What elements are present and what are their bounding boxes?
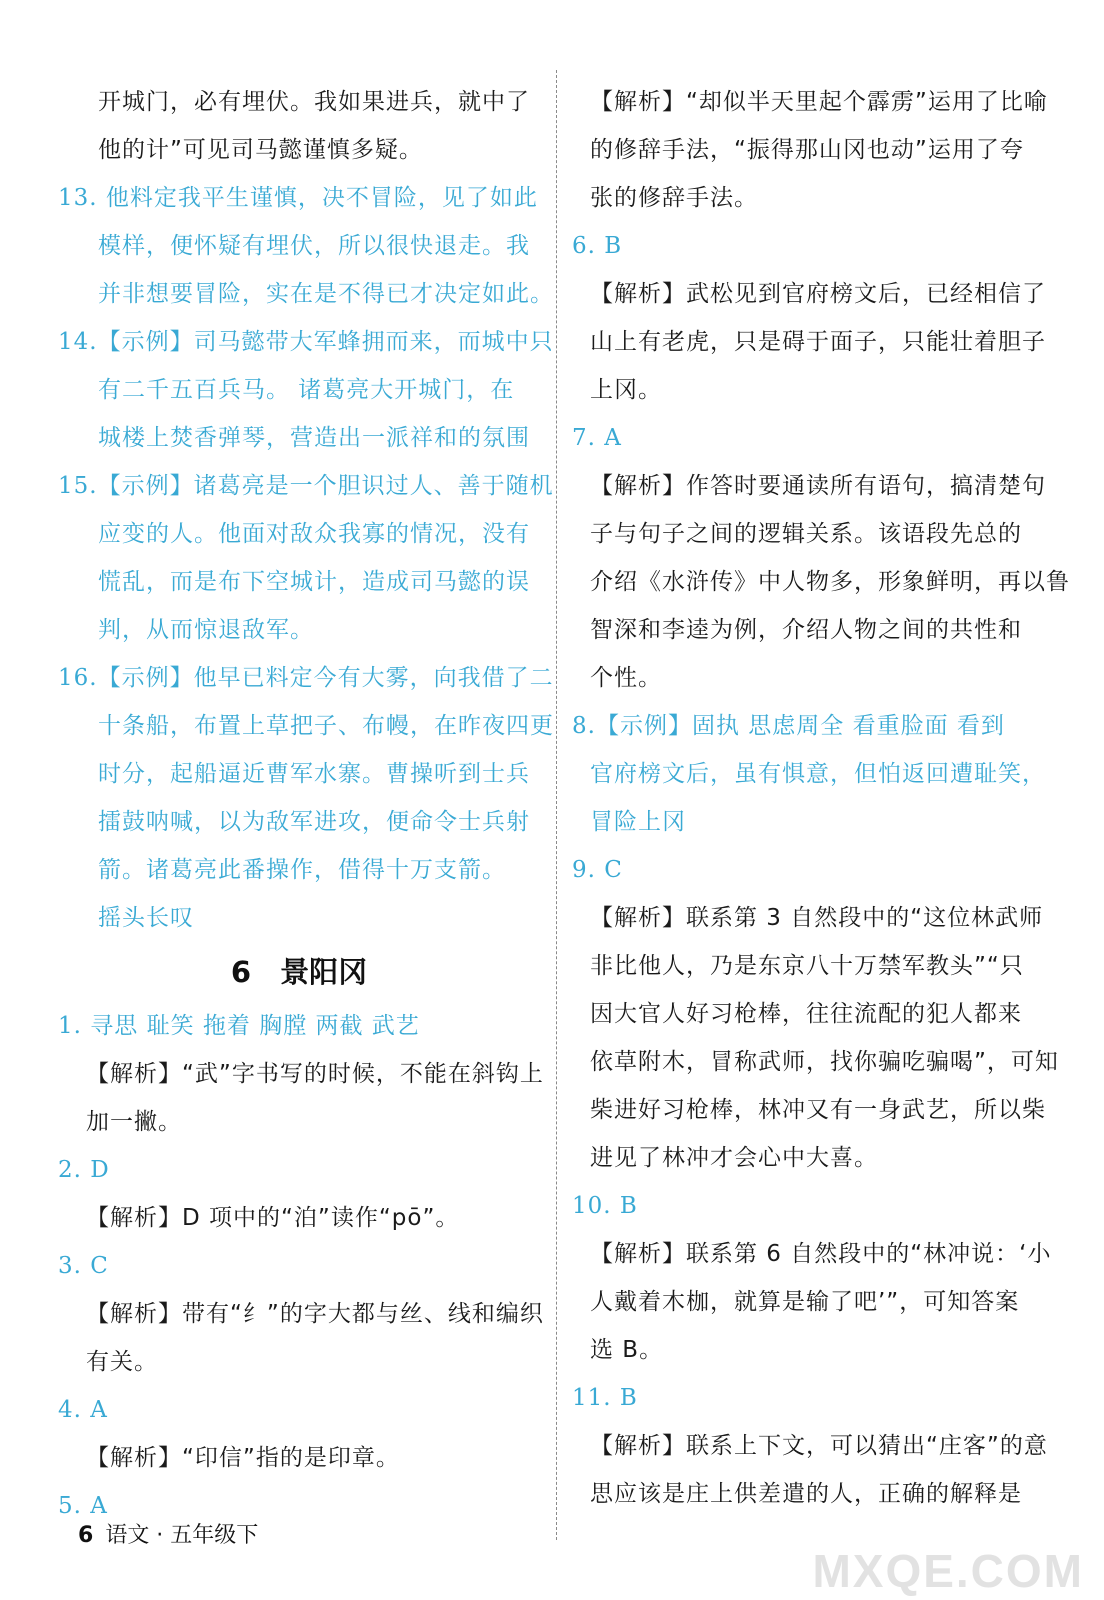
text-line: 【解析】联系上下文，可以猜出“庄客”的意 <box>590 1433 1048 1459</box>
text-line: 【解析】作答时要通读所有语句，搞清楚句 <box>590 473 1046 499</box>
analysis-block <box>572 462 1070 702</box>
left-column <box>58 78 554 1530</box>
answer-block <box>572 1182 1044 1230</box>
answer-block <box>572 846 1044 894</box>
text-line: 5. A <box>58 1493 108 1519</box>
text-line: 子与句子之间的逻辑关系。该语段先总的 <box>590 521 1022 547</box>
text-line: 14.【示例】司马懿带大军蜂拥而来，而城中只 <box>58 329 554 355</box>
text-line: 16.【示例】他早已料定今有大雾，向我借了二 <box>58 665 554 691</box>
analysis-block <box>58 78 540 174</box>
text-line: 并非想要冒险，实在是不得已才决定如此。 <box>98 281 554 307</box>
text-line: 个性。 <box>590 665 662 691</box>
text-line: 慌乱，而是布下空城计，造成司马懿的误 <box>98 569 530 595</box>
text-line: 箭。诸葛亮此番操作，借得十万支箭。 <box>98 857 506 883</box>
text-line: 13. 他料定我平生谨慎，决不冒险，见了如此 <box>58 185 538 211</box>
text-line: 官府榜文后，虽有惧意，但怕返回遭耻笑， <box>590 761 1046 787</box>
text-line: 城楼上焚香弹琴，营造出一派祥和的氛围 <box>98 425 530 451</box>
lesson-title <box>58 942 540 1002</box>
text-line: 9. C <box>572 857 623 883</box>
text-line: 模样，便怀疑有埋伏，所以很快退走。我 <box>98 233 530 259</box>
text-line: 【解析】联系第 3 自然段中的“这位林武师 <box>590 905 1044 931</box>
text-line: 加一撇。 <box>86 1109 182 1135</box>
page-footer <box>78 1518 258 1549</box>
text-line: 15.【示例】诸葛亮是一个胆识过人、善于随机 <box>58 473 554 499</box>
answer-block <box>58 1386 540 1434</box>
column-divider <box>556 70 557 1540</box>
text-line: 3. C <box>58 1253 109 1279</box>
text-line: 【解析】联系第 6 自然段中的“林冲说：‘小 <box>590 1241 1052 1267</box>
text-line: 10. B <box>572 1193 638 1219</box>
text-line: 智深和李逵为例，介绍人物之间的共性和 <box>590 617 1022 643</box>
page-number: 6 <box>78 1523 94 1548</box>
text-line: 人戴着木枷，就算是输了吧’”，可知答案 <box>590 1289 1020 1315</box>
answer-block <box>572 222 1044 270</box>
subject-label: 语文 · 五年级下 <box>105 1523 259 1548</box>
text-line: 【解析】D 项中的“泊”读作“pō”。 <box>86 1205 460 1231</box>
analysis-block <box>572 894 1059 1182</box>
answer-block <box>58 462 554 654</box>
text-line: 【解析】“却似半天里起个霹雳”运用了比喻 <box>590 89 1048 115</box>
text-line: 十条船，布置上草把子、布幔，在昨夜四更 <box>98 713 554 739</box>
text-line: 【解析】带有“纟”的字大都与丝、线和编织 <box>86 1301 544 1327</box>
watermark: MXQE.COM <box>812 1545 1084 1597</box>
text-line: 他的计”可见司马懿谨慎多疑。 <box>98 137 423 163</box>
text-line: 因大官人好习枪棒，往往流配的犯人都来 <box>590 1001 1022 1027</box>
analysis-block <box>58 1194 540 1242</box>
text-line: 【解析】武松见到官府榜文后，已经相信了 <box>590 281 1046 307</box>
text-line: 山上有老虎，只是碍于面子，只能壮着胆子 <box>590 329 1046 355</box>
text-line: 1. 寻思 耻笑 拖着 胸膛 两截 武艺 <box>58 1013 420 1039</box>
text-line: 【解析】“武”字书写的时候，不能在斜钩上 <box>86 1061 544 1087</box>
answer-block <box>58 1242 540 1290</box>
text-line: 思应该是庄上供差遣的人，正确的解释是 <box>590 1481 1022 1507</box>
text-line: 2. D <box>58 1157 110 1183</box>
text-line: 柴进好习枪棒，林冲又有一身武艺，所以柴 <box>590 1097 1046 1123</box>
analysis-block <box>572 1422 1048 1518</box>
text-line: 的修辞手法，“振得那山冈也动”运用了夸 <box>590 137 1024 163</box>
text-line: 判，从而惊退敌军。 <box>98 617 314 643</box>
text-line: 选 B。 <box>590 1337 664 1363</box>
analysis-block <box>58 1434 540 1482</box>
text-line: 依草附木，冒称武师，找你骗吃骗喝”，可知 <box>590 1049 1059 1075</box>
analysis-block <box>58 1290 544 1386</box>
text-line: 有二千五百兵马。 诸葛亮大开城门，在 <box>98 377 515 403</box>
lesson-title-text: 6 景阳冈 <box>230 955 368 989</box>
analysis-block <box>572 270 1044 414</box>
text-line: 8.【示例】固执 思虑周全 看重脸面 看到 <box>572 713 1005 739</box>
text-line: 非比他人，乃是东京八十万禁军教头”“只 <box>590 953 1024 979</box>
text-line: 应变的人。他面对敌众我寡的情况，没有 <box>98 521 530 547</box>
text-line: 6. B <box>572 233 623 259</box>
text-line: 张的修辞手法。 <box>590 185 758 211</box>
text-line: 有关。 <box>86 1349 158 1375</box>
answer-block <box>572 414 1044 462</box>
text-line: 摇头长叹 <box>98 905 194 931</box>
right-column <box>572 78 1070 1518</box>
text-line: 介绍《水浒传》中人物多，形象鲜明，再以鲁 <box>590 569 1070 595</box>
answer-block <box>572 702 1044 846</box>
text-line: 11. B <box>572 1385 638 1411</box>
text-line: 冒险上冈 <box>590 809 686 835</box>
text-line: 7. A <box>572 425 622 451</box>
analysis-block <box>572 78 1048 222</box>
text-line: 开城门，必有埋伏。我如果进兵，就中了 <box>98 89 530 115</box>
answer-block <box>58 654 554 942</box>
text-line: 上冈。 <box>590 377 662 403</box>
answer-block <box>572 1374 1044 1422</box>
answer-block <box>58 174 554 318</box>
text-line: 【解析】“印信”指的是印章。 <box>86 1445 400 1471</box>
text-line: 4. A <box>58 1397 108 1423</box>
text-line: 时分，起船逼近曹军水寨。曹操听到士兵 <box>98 761 530 787</box>
analysis-block <box>58 1050 544 1146</box>
answer-block <box>58 318 554 462</box>
text-line: 擂鼓呐喊，以为敌军进攻，便命令士兵射 <box>98 809 530 835</box>
answer-block <box>58 1002 540 1050</box>
answer-block <box>58 1146 540 1194</box>
analysis-block <box>572 1230 1052 1374</box>
text-line: 进见了林冲才会心中大喜。 <box>590 1145 878 1171</box>
